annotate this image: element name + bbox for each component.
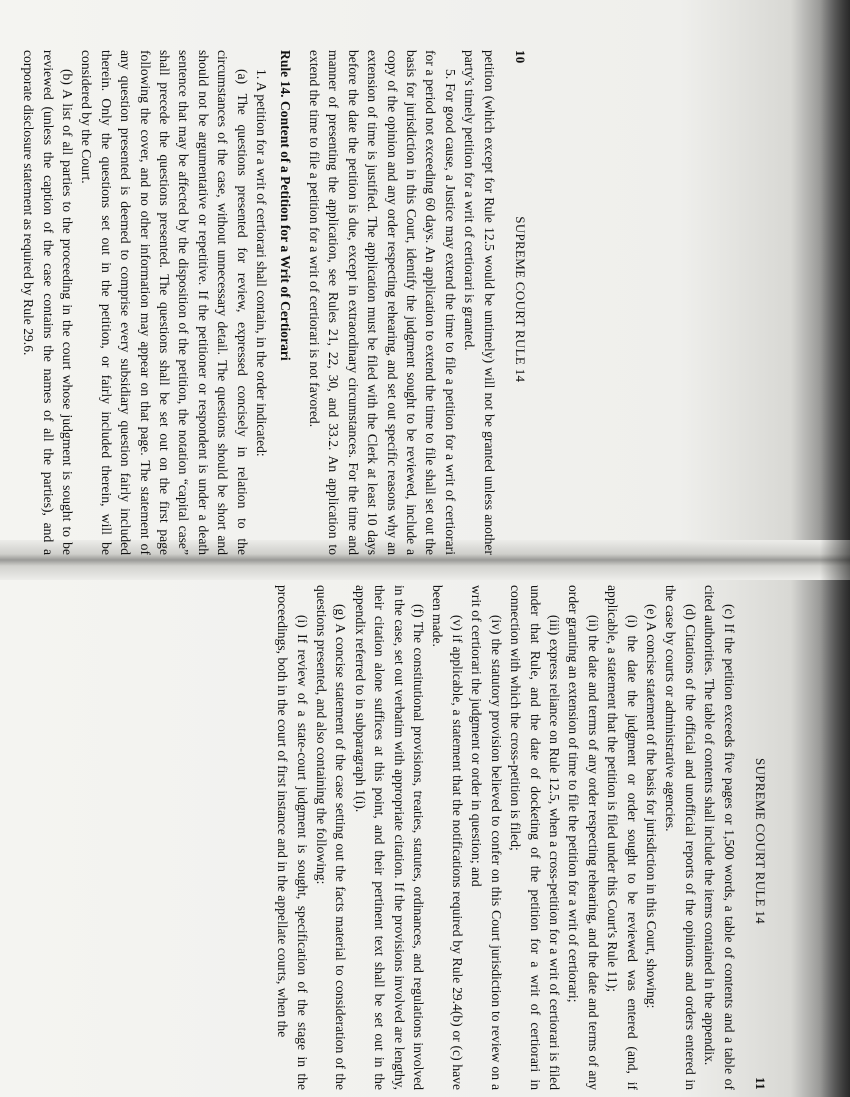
paragraph-1c: (c) If the petition exceeds five pages or 1,500 words, a table of contents and a table of cited authorities. The table of contents shall include the items contained in the appendix. [702, 585, 737, 1090]
paragraph-1g-i: (i) If review of a state-court judgment is sought, specification of the stage in the proceedings, both in the court of first instance and in the appellate courts, when the [275, 585, 310, 1090]
paragraph-1e: (e) A concise statement of the basis for jurisdiction in this Court, showing: [643, 604, 659, 1009]
running-head: SUPREME COURT RULE 14 [753, 758, 768, 925]
paragraph-1d: (d) Citations of the official and unofficial reports of the opinions and orders entered in the case by courts or administrative agencies. [663, 585, 698, 1090]
paragraph-continued: petition (which except for Rule 12.5 would be untimely) will not be granted unless another party's timely petition for a writ of certiorari is granted. [462, 50, 497, 555]
page-10 [21, 50, 530, 555]
paragraph-1e-v: (v) if applicable, a statement that the notifications required by Rule 29.4(b) or (c) have been made. [430, 585, 465, 1090]
page-11 [90, 585, 770, 1090]
paragraph-1e-ii: (ii) the date and terms of any order respecting rehearing, and the date and terms of any order granting an extension of time to file the petition for a writ of certiorari; [566, 585, 601, 1090]
paragraph-1b: (b) A list of all parties to the proceeding in the court whose judgment is sought to be reviewed (unless the caption of the case contains the names of all the parties), and a corporate disclosure statement as required by Rule 29.6. [21, 50, 76, 555]
paragraph-1: 1. A petition for a writ of certiorari shall contain, in the order indicated: [254, 69, 270, 457]
paragraph-1e-iv: (iv) the statutory provision believed to confer on this Court jurisdiction to review on a writ of certiorari the judgment or order in question; and [469, 585, 504, 1090]
page-10-header [511, 50, 530, 555]
paragraph-1a: (a) The questions presented for review, expressed concisely in relation to the circumstances of the case, without unnecessary detail. The questions should be short and should not be argumentative or repetitive. If the petitioner or respondent is under a death sentence that may be affected by the disposition of the petition, the notation “capital case” shall precede the questions presented. The questions shall be set out on the first page following the cover, and no other information may appear on that page. The statement of any question presented is deemed to comprise every subsidiary question fairly included therein. Only the questions set out in the petition, or fairly included therein, will be considered by the Court. [79, 50, 250, 555]
paragraph-1e-i: (i) the date the judgment or order sought to be reviewed was entered (and, if applicable, a statement that the petition is filed under this Court's Rule 11); [605, 585, 640, 1090]
scanner-edge-shadow [820, 0, 850, 1097]
rule-14-heading: Rule 14. Content of a Petition for a Writ of Certiorari [277, 50, 293, 361]
page-11-header [751, 585, 770, 1090]
running-head: SUPREME COURT RULE 14 [513, 216, 528, 383]
paragraph-1f: (f) The constitutional provisions, treaties, statutes, ordinances, and regulations involved in the case, set out verbatim with appropriate citation. If the provisions involved are lengthy, their citation alone suffices at this point, and their pertinent text shall be set out in the appendix referred to in subparagraph 1(i). [352, 585, 427, 1090]
paragraph-1g: (g) A concise statement of the case setting out the facts material to consideration of the questions presented, and also containing the following: [314, 585, 349, 1090]
page-number: 11 [753, 1077, 768, 1090]
page-number: 10 [513, 50, 528, 64]
paragraph-5: 5. For good cause, a Justice may extend the time to file a petition for a writ of certiorari for a period not exceeding 60 days. An application to extend the time to file shall set out the basis for jurisdiction in this Court, identify the judgment sought to be reviewed, include a copy of the opinion and any order respecting rehearing, and set out specific reasons why an extension of time is justified. The application must be filed with the Clerk at least 10 days before the date the petition is due, except in extraordinary circumstances. For the time and manner of presenting the application, see Rules 21, 22, 30, and 33.2. An application to extend the time to file a petition for a writ of certiorari is not favored. [306, 50, 458, 555]
paragraph-1e-iii: (iii) express reliance on Rule 12.5, when a cross-petition for a writ of certiorari is filed under that Rule, and the date of docketing of the petition for a writ of certiorari in connection with which the cross-petition is filed; [508, 585, 562, 1090]
